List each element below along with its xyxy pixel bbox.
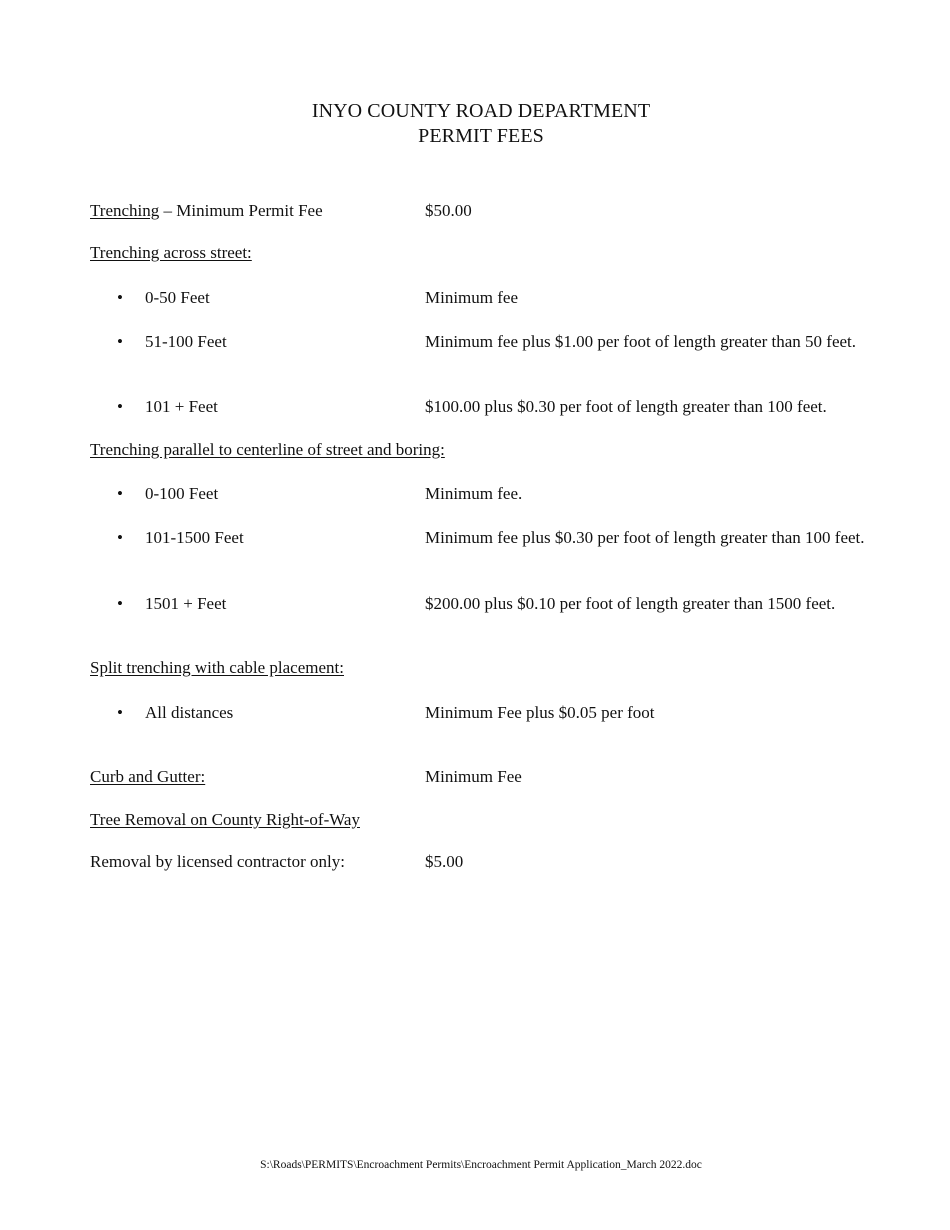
list-item-value: Minimum fee.: [425, 484, 523, 503]
curb-gutter-label: Curb and Gutter:: [90, 767, 206, 786]
bullet-icon: •: [117, 332, 123, 351]
list-item-label: 51-100 Feet: [145, 332, 227, 351]
tree-heading: Tree Removal on County Right-of-Way: [90, 810, 360, 829]
trenching-minimum-label: [90, 200, 323, 222]
list-item-label: 0-100 Feet: [145, 484, 219, 503]
list-item-label: 0-50 Feet: [145, 288, 210, 307]
page-subtitle: PERMIT FEES: [418, 125, 544, 147]
list-item-value: Minimum Fee plus $0.05 per foot: [425, 703, 655, 722]
bullet-icon: •: [117, 594, 123, 613]
list-item-label: All distances: [145, 703, 234, 722]
list-item-value: Minimum fee plus $0.30 per foot of length greater than 100 feet.: [425, 528, 865, 547]
parallel-heading: Trenching parallel to centerline of street and boring:: [90, 440, 445, 459]
list-item-value: Minimum fee plus $1.00 per foot of length greater than 50 feet.: [425, 332, 857, 351]
list-item-label: 101-1500 Feet: [145, 528, 244, 547]
list-item-value: $100.00 plus $0.30 per foot of length greater than 100 feet.: [425, 397, 827, 416]
tree-removal-value: $5.00: [425, 852, 464, 871]
trenching-label-rest: – Minimum Permit Fee: [159, 201, 323, 220]
bullet-icon: •: [117, 703, 123, 722]
bullet-icon: •: [117, 484, 123, 503]
list-item-value: Minimum fee: [425, 288, 519, 307]
trenching-label: Trenching: [90, 201, 160, 220]
page-title: INYO COUNTY ROAD DEPARTMENT: [311, 100, 651, 122]
list-item-value: $200.00 plus $0.10 per foot of length greater than 1500 feet.: [425, 594, 836, 613]
tree-removal-label: Removal by licensed contractor only:: [90, 852, 345, 871]
bullet-icon: •: [117, 288, 123, 307]
footer-file-path: S:\Roads\PERMITS\Encroachment Permits\Encroachment Permit Application_March 2022.doc: [260, 1159, 702, 1171]
list-item-label: 1501 + Feet: [145, 594, 227, 613]
bullet-icon: •: [117, 397, 123, 416]
across-street-heading: Trenching across street:: [90, 243, 252, 262]
trenching-minimum-value: $50.00: [425, 201, 472, 220]
split-heading: Split trenching with cable placement:: [90, 658, 344, 677]
curb-gutter-value: Minimum Fee: [425, 767, 522, 786]
list-item-label: 101 + Feet: [145, 397, 218, 416]
bullet-icon: •: [117, 528, 123, 547]
